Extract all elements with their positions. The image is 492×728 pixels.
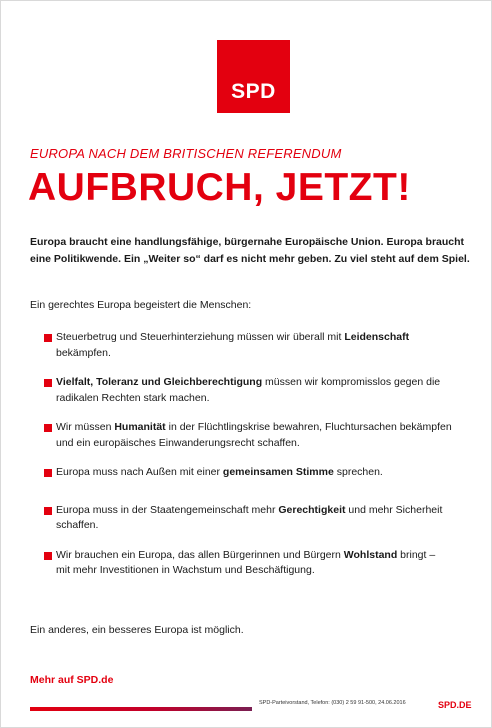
bullet-text-before: Europa muss nach Außen mit einer xyxy=(56,466,223,478)
list-item xyxy=(30,375,470,406)
bullet-text-strong: Humanität xyxy=(114,421,166,433)
bullet-square-icon xyxy=(44,424,52,432)
bullet-text-after: bringt – xyxy=(397,548,436,561)
bullet-text-line2: bekämpfen. xyxy=(56,346,111,359)
bullet-text-strong: Leidenschaft xyxy=(344,331,410,343)
bullet-text-before: Wir brauchen ein Europa, das allen Bürgerinnen und Bürgern xyxy=(56,548,344,561)
bullet-text-strong: Vielfalt, Toleranz und Gleichberechtigung xyxy=(56,376,263,388)
bullet-text-before: Steuerbetrug und Steuerhinterziehung müssen wir überall mit xyxy=(56,331,345,343)
bullet-text-after: sprechen. xyxy=(333,466,383,478)
bullet-square-icon xyxy=(44,334,52,342)
bullet-text-strong: Gerechtigkeit xyxy=(278,503,346,516)
bullet-text-line2: und ein europäisches Einwanderungsrecht schaffen. xyxy=(56,436,300,449)
list-item xyxy=(30,465,470,481)
bullet-text-after: müssen wir kompromisslos gegen die xyxy=(262,376,441,388)
list-item xyxy=(30,330,470,361)
bullet-list xyxy=(30,330,470,579)
footer-site-link[interactable]: SPD.DE xyxy=(438,700,472,710)
bullet-text-after: und mehr Sicherheit xyxy=(345,503,443,516)
spd-logo xyxy=(217,40,290,113)
bullet-text-after: in der Flüchtlingskrise bewahren, Fluchtursachen bekämpfen xyxy=(165,421,452,433)
list-item xyxy=(30,420,470,451)
list-item xyxy=(30,548,470,579)
bullet-square-icon xyxy=(44,469,52,477)
lead-text: Ein gerechtes Europa begeistert die Menschen: xyxy=(30,299,252,311)
imprint-text: SPD-Parteivorstand, Telefon: (030) 2 59 91-500, 24.06.2016 xyxy=(259,700,406,706)
headline: AUFBRUCH, JETZT! xyxy=(28,166,411,209)
bullet-square-icon xyxy=(44,507,52,515)
logo-text: SPD xyxy=(231,80,276,103)
more-link[interactable]: Mehr auf SPD.de xyxy=(30,674,114,686)
bullet-text-strong: Wohlstand xyxy=(343,548,398,561)
bullet-text-line2: mit mehr Investitionen in Wachstum und Beschäftigung. xyxy=(56,564,315,576)
bullet-text-strong: gemeinsamen Stimme xyxy=(222,466,334,478)
closing-text: Ein anderes, ein besseres Europa ist möglich. xyxy=(30,624,244,636)
footer-rule xyxy=(30,707,252,711)
intro-paragraph: Europa braucht eine handlungsfähige, bürgernahe Europäische Union. Europa braucht eine Politikwende. Ein „Weiter so“ darf es nicht mehr geben. Zu viel steht auf dem Spiel. xyxy=(30,236,470,265)
bullet-text-before: Wir müssen xyxy=(56,421,115,433)
bullet-square-icon xyxy=(44,552,52,560)
list-item xyxy=(30,503,470,534)
kicker: EUROPA NACH DEM BRITISCHEN REFERENDUM xyxy=(30,146,342,161)
bullet-text-line2: radikalen Rechten stark machen. xyxy=(56,391,210,404)
bullet-text-before: Europa muss in der Staatengemeinschaft mehr xyxy=(56,503,279,516)
bullet-square-icon xyxy=(44,379,52,387)
bullet-text-line2: schaffen. xyxy=(56,519,99,531)
